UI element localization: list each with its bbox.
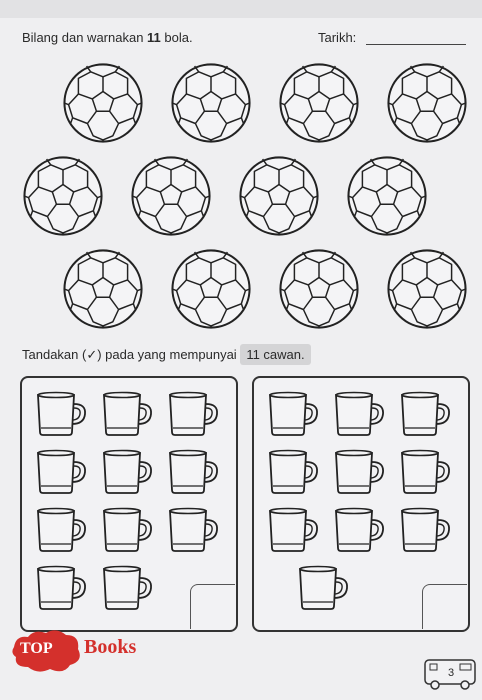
date-line[interactable] bbox=[366, 44, 466, 45]
cup-icon bbox=[34, 390, 88, 438]
soccer-ball-icon[interactable] bbox=[170, 248, 252, 330]
logo-text: Books bbox=[84, 636, 137, 658]
soccer-ball-icon[interactable] bbox=[346, 155, 428, 237]
instruction-highlight: 11 cawan. bbox=[240, 344, 310, 365]
tick-box-left[interactable] bbox=[190, 584, 235, 629]
page-number: 3 bbox=[448, 667, 455, 679]
instruction-number: 11 bbox=[147, 30, 161, 45]
cup-icon bbox=[34, 564, 88, 612]
cup-icon bbox=[100, 390, 154, 438]
cup-icon bbox=[266, 448, 320, 496]
cup-icon bbox=[398, 506, 452, 554]
cup-icon bbox=[100, 564, 154, 612]
tick-box-right[interactable] bbox=[422, 584, 467, 629]
top-decorative-strip bbox=[0, 0, 482, 18]
soccer-ball-icon[interactable] bbox=[278, 62, 360, 144]
soccer-ball-icon[interactable] bbox=[238, 155, 320, 237]
cup-icon bbox=[332, 448, 386, 496]
soccer-ball-icon[interactable] bbox=[130, 155, 212, 237]
instruction-tick-cups: Tandakan (✓) pada yang mempunyai 11 cawan. bbox=[22, 347, 311, 363]
cup-icon bbox=[296, 564, 350, 612]
soccer-ball-icon[interactable] bbox=[386, 62, 468, 144]
date-label: Tarikh: bbox=[318, 30, 357, 45]
cup-icon bbox=[100, 506, 154, 554]
cup-icon bbox=[332, 390, 386, 438]
cup-icon bbox=[100, 448, 154, 496]
cup-icon bbox=[166, 448, 220, 496]
soccer-ball-icon[interactable] bbox=[62, 248, 144, 330]
cup-icon bbox=[34, 448, 88, 496]
cup-icon bbox=[34, 506, 88, 554]
soccer-ball-icon[interactable] bbox=[278, 248, 360, 330]
cup-icon bbox=[166, 390, 220, 438]
cup-icon bbox=[398, 390, 452, 438]
cup-icon bbox=[398, 448, 452, 496]
cup-icon bbox=[166, 506, 220, 554]
cup-icon bbox=[332, 506, 386, 554]
logo-badge: TOP bbox=[20, 640, 53, 657]
soccer-ball-icon[interactable] bbox=[386, 248, 468, 330]
soccer-ball-icon[interactable] bbox=[170, 62, 252, 144]
instruction-count-balls: Bilang dan warnakan 11 bola. bbox=[22, 30, 193, 45]
soccer-ball-icon[interactable] bbox=[22, 155, 104, 237]
cup-icon bbox=[266, 390, 320, 438]
soccer-ball-icon[interactable] bbox=[62, 62, 144, 144]
cup-icon bbox=[266, 506, 320, 554]
